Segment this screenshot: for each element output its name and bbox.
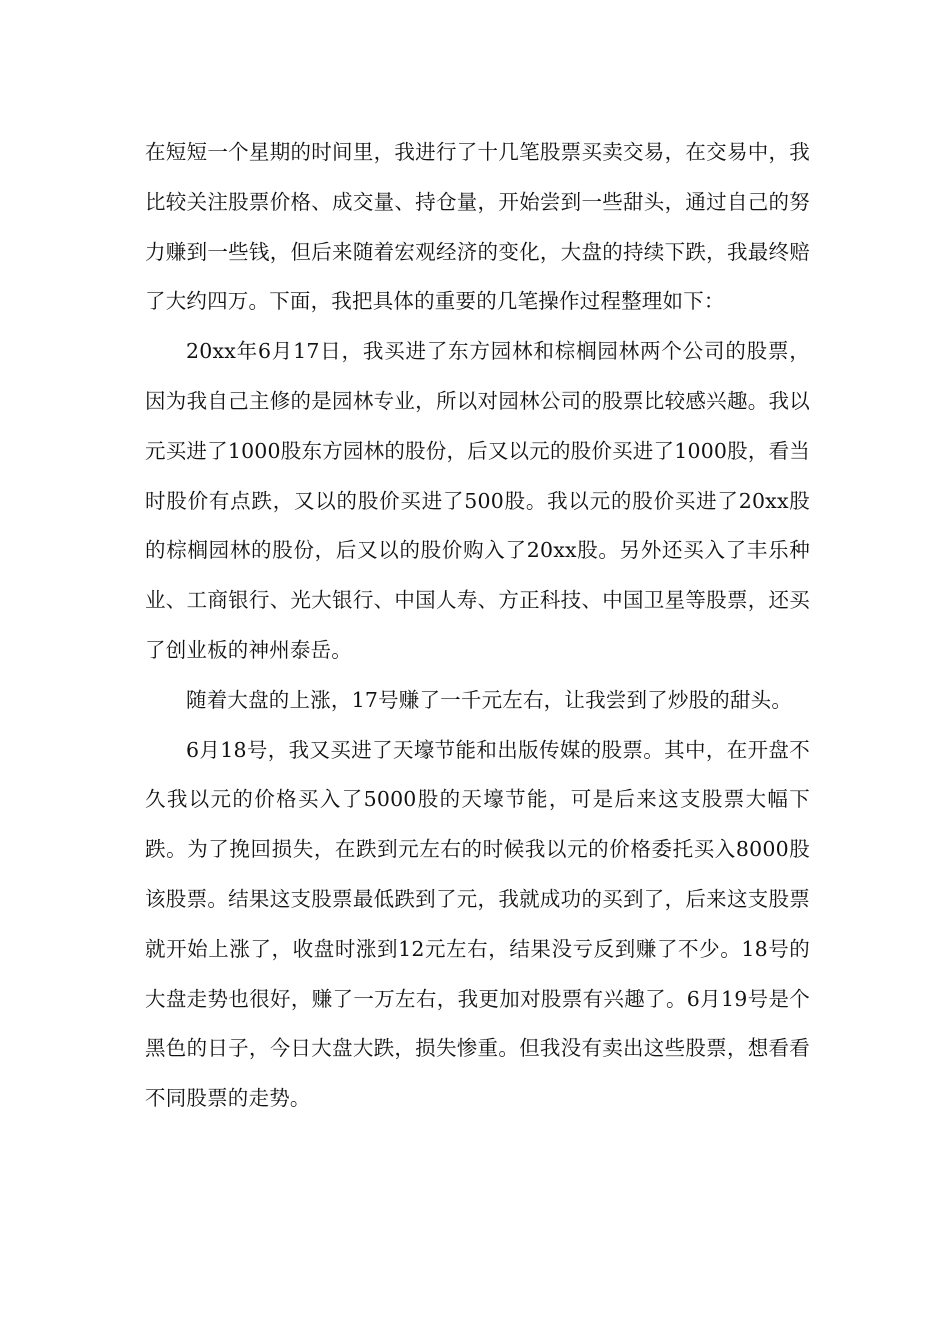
- paragraph-intro: 在短短一个星期的时间里，我进行了十几笔股票买卖交易，在交易中，我比较关注股票价格、成交量、持仓量，开始尝到一些甜头，通过自己的努力赚到一些钱，但后来随着宏观经济的变化，大盘的持续下跌，我最终赔了大约四万。下面，我把具体的重要的几笔操作过程整理如下：: [145, 140, 810, 314]
- paragraph-june-17-purchases: 20xx年6月17日，我买进了东方园林和棕榈园林两个公司的股票，因为我自己主修的是园林专业，所以对园林公司的股票比较感兴趣。我以元买进了1000股东方园林的股份，后又以元的股价买进了1000股，看当时股价有点跌，又以的股价买进了500股。我以元的股价买进了20xx股的棕榈园林的股份，后又以的股价购入了20xx股。另外还买入了丰乐种业、工商银行、光大银行、中国人寿、方正科技、中国卫星等股票，还买了创业板的神州泰岳。: [145, 339, 810, 662]
- paragraph-june-17-gain: 随着大盘的上涨，17号赚了一千元左右，让我尝到了炒股的甜头。: [186, 687, 793, 712]
- paragraph-june-18-19: 6月18号，我又买进了天壕节能和出版传媒的股票。其中，在开盘不久我以元的价格买入了5000股的天壕节能，可是后来这支股票大幅下跌。为了挽回损失，在跌到元左右的时候我以元的价格委托买入8000股该股票。结果这支股票最低跌到了元，我就成功的买到了，后来这支股票就开始上涨了，收盘时涨到12元左右，结果没亏反到赚了不少。18号的大盘走势也很好，赚了一万左右，我更加对股票有兴趣了。6月19号是个黑色的日子，今日大盘大跌，损失惨重。但我没有卖出这些股票，想看看不同股票的走势。: [145, 737, 810, 1111]
- document-body: [145, 128, 810, 1124]
